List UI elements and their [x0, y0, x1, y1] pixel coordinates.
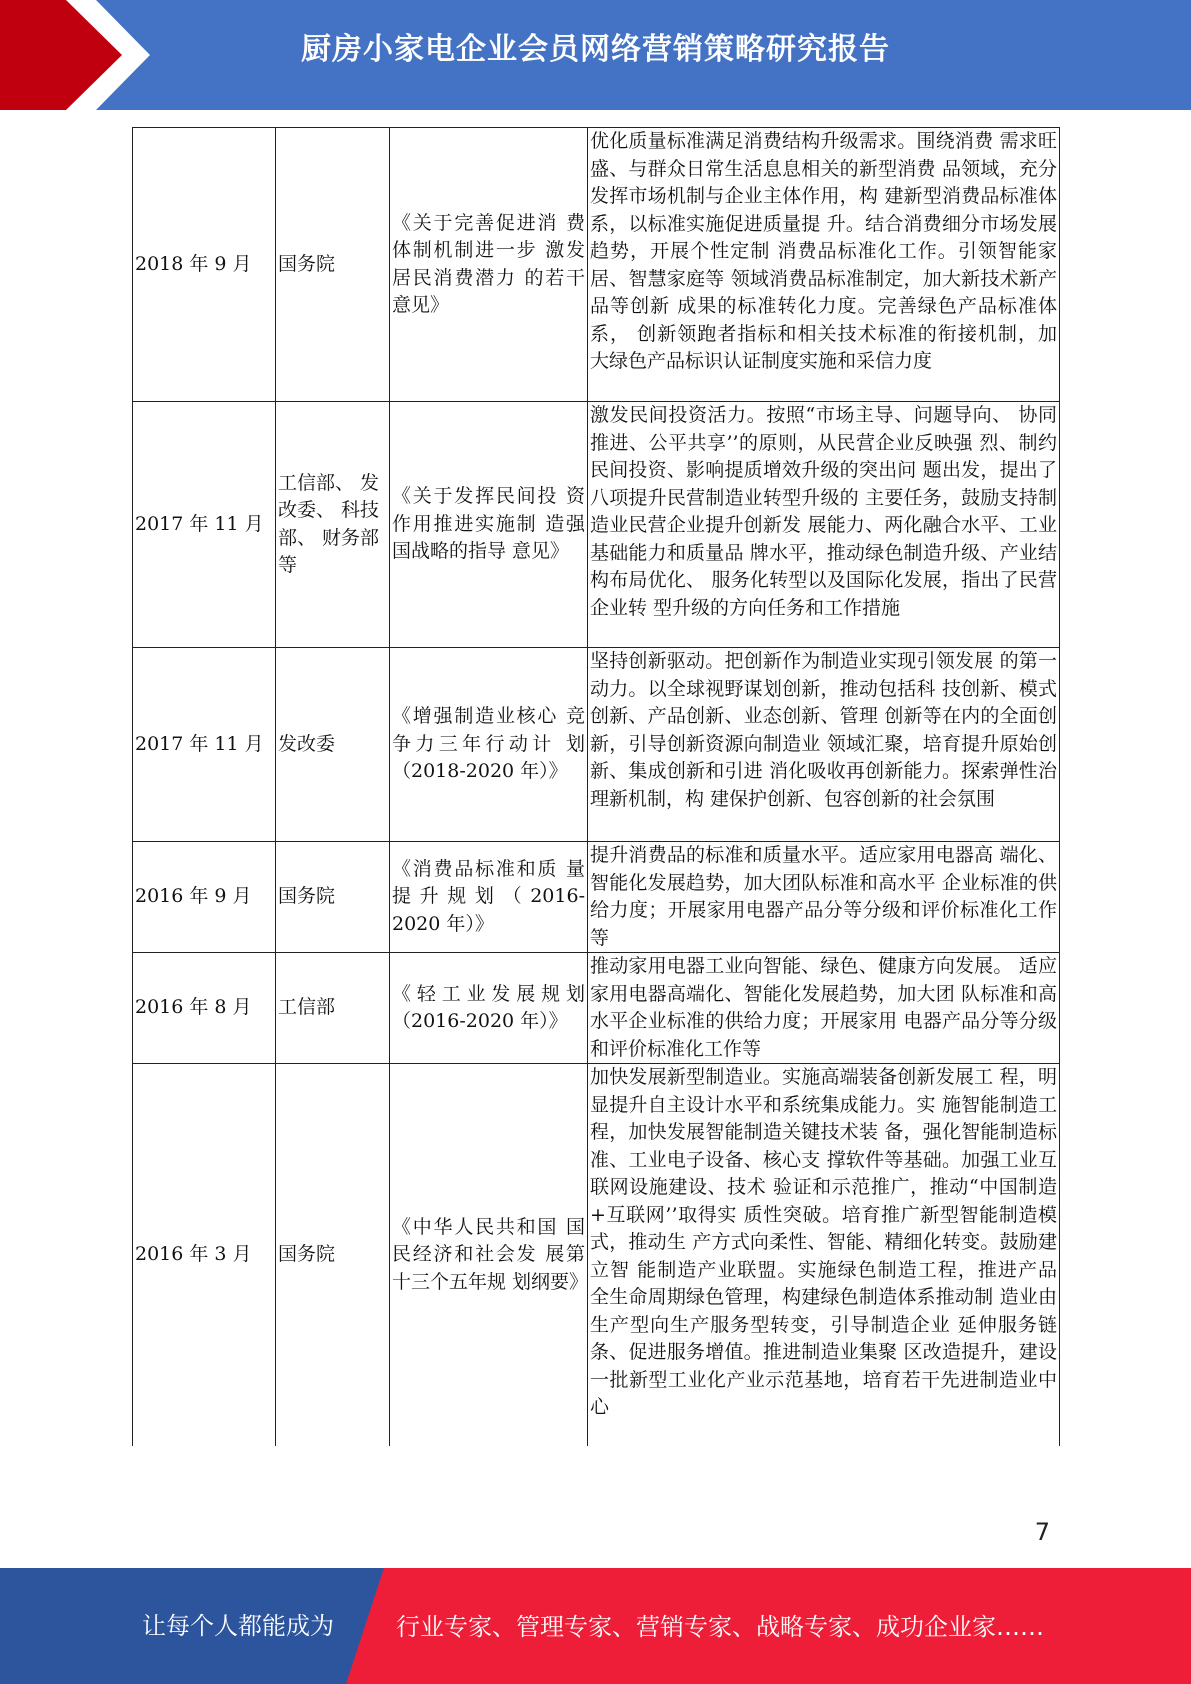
policy-content: 加快发展新型制造业。实施高端装备创新发展工 程，明显提升自主设计水平和系统集成能力。实 施智能制造工程，加快发展智能制造关键技术装 备，强化智能制造标准、工业电子设备、核心支 撑软件等基础。加强工业互联网设施建设、技术 验证和示范推广，推动“中国制造+互联网’’取得实 质性突破。培育推广新型智能制造模式，推动生 产方式向柔性、智能、精细化转变。鼓励建立智 能制造产业联盟。实施绿色制造工程，推进产品 全生命周期绿色管理，构建绿色制造体系推动制 造业由生产型向生产服务型转变，引导制造企业 延伸服务链条、促进服务增值。推进制造业集聚 区改造提升，建设一批新型工业化产业示范基地，培育若干先进制造业中心 [588, 1064, 1060, 1446]
table-row [133, 842, 1060, 953]
policy-document: 《关于发挥民间投 资作用推进实施制 造强国战略的指导 意见》 [390, 402, 588, 648]
table-row [133, 128, 1060, 402]
policy-issuer: 国务院 [276, 842, 390, 953]
policy-content: 提升消费品的标准和质量水平。适应家用电器高 端化、智能化发展趋势，加大团队标准和高水平 企业标准的供给力度；开展家用电器产品分等分级和评价标准化工作等 [588, 842, 1060, 953]
policy-document: 《轻工业发展规划（2016-2020 年）》 [390, 953, 588, 1064]
page-number: 7 [1034, 1518, 1050, 1546]
page-header [0, 0, 1191, 110]
table-row [133, 953, 1060, 1064]
policy-content: 推动家用电器工业向智能、绿色、健康方向发展。 适应家用电器高端化、智能化发展趋势，加大团 队标准和高水平企业标准的供给力度；开展家用 电器产品分等分级和评价标准化工作等 [588, 953, 1060, 1064]
policy-issuer: 发改委 [276, 648, 390, 842]
page-footer [0, 1568, 1191, 1684]
footer-slogan-left: 让每个人都能成为 [142, 1612, 334, 1640]
footer-slogan-right: 行业专家、管理专家、营销专家、战略专家、成功企业家…… [396, 1613, 1044, 1641]
policy-date: 2016 年 9 月 [133, 842, 276, 953]
policy-document: 《关于完善促进消 费体制机制进一步 激发居民消费潜力 的若干意见》 [390, 128, 588, 402]
policy-content: 激发民间投资活力。按照“市场主导、问题导向、 协同推进、公平共享’’的原则，从民营企业反映强 烈、制约民间投资、影响提质增效升级的突出问 题出发，提出了八项提升民营制造业转型升级的 主要任务，鼓励支持制造业民营企业提升创新发 展能力、两化融合水平、工业基础能力和质量品 牌水平，推动绿色制造升级、产业结构布局优化、 服务化转型以及国际化发展，指出了民营企业转 型升级的方向任务和工作措施 [588, 402, 1060, 648]
policy-issuer: 国务院 [276, 128, 390, 402]
policy-issuer: 工信部 [276, 953, 390, 1064]
policy-issuer: 国务院 [276, 1064, 390, 1446]
policy-date: 2018 年 9 月 [133, 128, 276, 402]
policy-document: 《中华人民共和国 国民经济和社会发 展第十三个五年规 划纲要》 [390, 1064, 588, 1446]
policy-table [132, 127, 1060, 1446]
policy-document: 《增强制造业核心 竞争力三年行动计 划（2018-2020 年）》 [390, 648, 588, 842]
policy-content: 坚持创新驱动。把创新作为制造业实现引领发展 的第一动力。以全球视野谋划创新，推动包括科 技创新、模式创新、产品创新、业态创新、管理 创新等在内的全面创新，引导创新资源向制造业 领域汇聚，培育提升原始创新、集成创新和引进 消化吸收再创新能力。探索弹性治理新机制，构 建保护创新、包容创新的社会氛围 [588, 648, 1060, 842]
policy-date: 2016 年 3 月 [133, 1064, 276, 1446]
policy-date: 2017 年 11 月 [133, 402, 276, 648]
policy-date: 2017 年 11 月 [133, 648, 276, 842]
table-row [133, 648, 1060, 842]
table-row [133, 402, 1060, 648]
policy-date: 2016 年 8 月 [133, 953, 276, 1064]
policy-document: 《消费品标准和质 量提升规划（2016-2020 年）》 [390, 842, 588, 953]
policy-content: 优化质量标准满足消费结构升级需求。围绕消费 需求旺盛、与群众日常生活息息相关的新型消费 品领域，充分发挥市场机制与企业主体作用，构 建新型消费品标准体系，以标准实施促进质量提 升。结合消费细分市场发展趋势，开展个性定制 消费品标准化工作。引领智能家居、智慧家庭等 领域消费品标准制定，加大新技术新产品等创新 成果的标准转化力度。完善绿色产品标准体系， 创新领跑者指标和相关技术标准的衔接机制，加 大绿色产品标识认证制度实施和采信力度 [588, 128, 1060, 402]
report-title: 厨房小家电企业会员网络营销策略研究报告 [301, 32, 890, 67]
table-row [133, 1064, 1060, 1446]
policy-issuer: 工信部、 发改委、 科技部、 财务部等 [276, 402, 390, 648]
